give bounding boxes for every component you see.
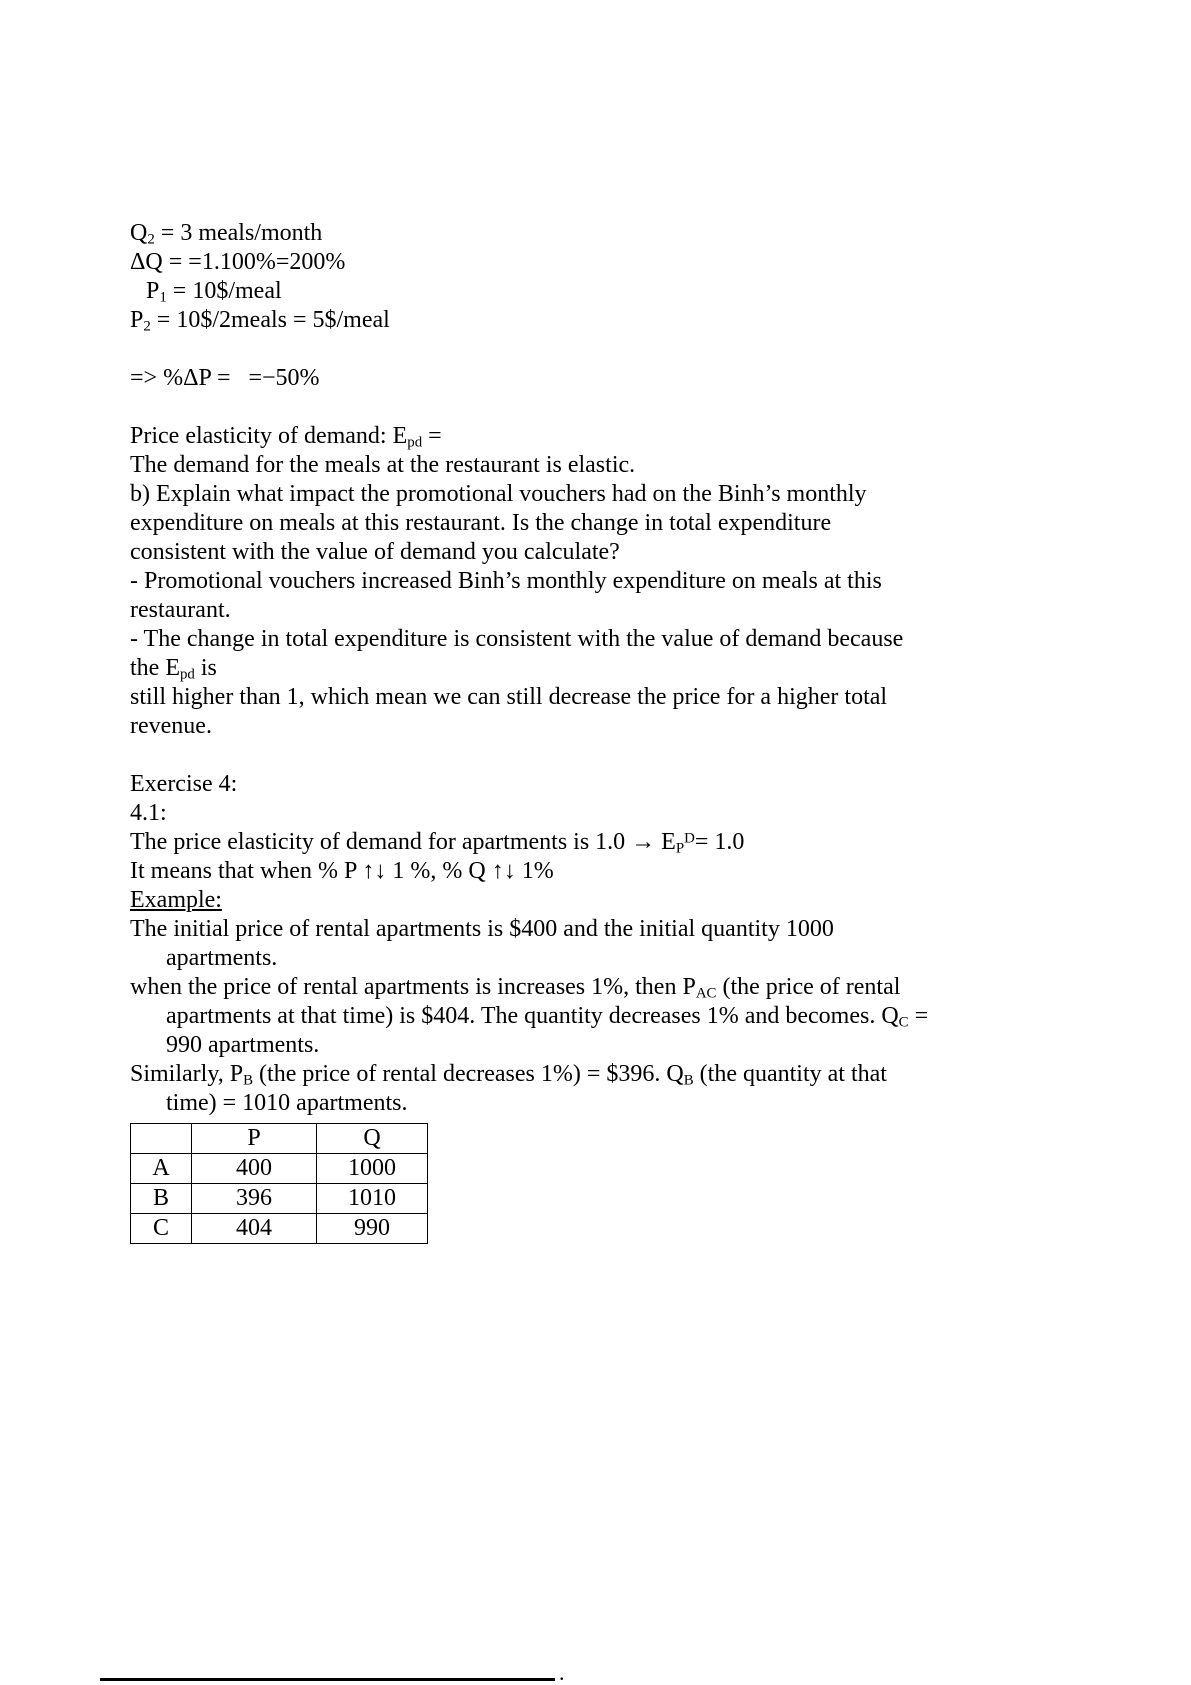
text-segment: = 3 meals/month bbox=[154, 220, 323, 246]
text-segment: is bbox=[194, 655, 217, 681]
text-segment: apartments at that time) is $404. The quantity decreases 1% and becomes. Q bbox=[166, 1003, 899, 1029]
table-cell: 1010 bbox=[317, 1184, 428, 1214]
text-line bbox=[146, 277, 1075, 306]
text-segment: restaurant. bbox=[130, 597, 231, 623]
text-line bbox=[130, 915, 1075, 944]
table-cell: 1000 bbox=[317, 1154, 428, 1184]
text-segment: 990 apartments. bbox=[166, 1032, 320, 1058]
text-line bbox=[130, 306, 1075, 335]
text-segment: still higher than 1, which mean we can still decrease the price for a higher total bbox=[130, 684, 888, 710]
text-segment: time) = 1010 apartments. bbox=[166, 1090, 408, 1116]
text-line bbox=[130, 364, 1075, 393]
text-line bbox=[130, 219, 1075, 248]
text-line bbox=[130, 712, 1075, 741]
text-line bbox=[130, 886, 1075, 915]
text-line bbox=[130, 654, 1075, 683]
text-segment: Similarly, P bbox=[130, 1061, 244, 1087]
text-line bbox=[166, 1031, 1075, 1060]
text-line bbox=[166, 1089, 1075, 1118]
table-cell: 396 bbox=[192, 1184, 317, 1214]
blank-line bbox=[130, 393, 1075, 422]
text-line bbox=[130, 422, 1075, 451]
text-segment: D bbox=[684, 830, 695, 847]
text-segment: = 10$/meal bbox=[166, 278, 282, 304]
text-line bbox=[130, 480, 1075, 509]
text-segment: B bbox=[683, 1072, 694, 1089]
text-line bbox=[130, 596, 1075, 625]
text-line bbox=[130, 538, 1075, 567]
text-segment: the E bbox=[130, 655, 180, 681]
text-segment: (the price of rental decreases 1%) = $396. Q bbox=[253, 1061, 684, 1087]
text-line bbox=[166, 1002, 1075, 1031]
text-segment: when the price of rental apartments is increases 1%, then P bbox=[130, 974, 696, 1000]
text-line bbox=[130, 770, 1075, 799]
table-cell: 404 bbox=[192, 1214, 317, 1244]
table-cell: 400 bbox=[192, 1154, 317, 1184]
text-line bbox=[130, 683, 1075, 712]
text-line bbox=[130, 828, 1075, 857]
table-cell: A bbox=[131, 1154, 192, 1184]
text-line bbox=[130, 567, 1075, 596]
text-segment: = 10$/2meals = 5$/meal bbox=[150, 307, 390, 333]
text-segment: 4.1: bbox=[130, 800, 167, 826]
text-segment: apartments. bbox=[166, 945, 278, 971]
text-segment: P bbox=[130, 307, 144, 333]
table-header-cell bbox=[131, 1124, 192, 1154]
text-segment: AC bbox=[695, 985, 717, 1002]
text-segment: ΔQ = =1.100%=200% bbox=[130, 249, 346, 275]
text-segment: Example: bbox=[130, 887, 222, 913]
text-segment: The initial price of rental apartments is $400 and the initial quantity 1000 bbox=[130, 916, 834, 942]
text-segment: B bbox=[243, 1072, 254, 1089]
text-segment: It means that when % P ↑↓ 1 %, % Q ↑↓ 1% bbox=[130, 858, 554, 884]
text-segment: 2 bbox=[143, 318, 151, 335]
text-segment: = 1.0 bbox=[694, 829, 745, 855]
text-segment: = bbox=[908, 1003, 929, 1029]
text-line bbox=[130, 1060, 1075, 1089]
text-line bbox=[130, 451, 1075, 480]
table-row bbox=[131, 1154, 428, 1184]
document-body bbox=[130, 219, 1075, 1244]
blank-line bbox=[130, 741, 1075, 770]
text-segment: consistent with the value of demand you calculate? bbox=[130, 539, 620, 565]
text-line bbox=[130, 857, 1075, 886]
text-segment: b) Explain what impact the promotional vouchers had on the Binh’s monthly bbox=[130, 481, 867, 507]
table-row bbox=[131, 1214, 428, 1244]
text-segment: pd bbox=[407, 434, 423, 451]
text-line bbox=[130, 248, 1075, 277]
text-segment: 2 bbox=[147, 231, 155, 248]
text-line bbox=[130, 509, 1075, 538]
text-segment: Price elasticity of demand: E bbox=[130, 423, 408, 449]
text-segment: expenditure on meals at this restaurant. Is the change in total expenditure bbox=[130, 510, 832, 536]
text-segment: Q bbox=[130, 220, 148, 246]
text-segment: = bbox=[422, 423, 442, 449]
text-segment: P bbox=[675, 840, 685, 857]
table-cell: C bbox=[131, 1214, 192, 1244]
text-segment: => %ΔP = =−50% bbox=[130, 365, 320, 391]
text-segment: 1 bbox=[159, 289, 167, 306]
bottom-period: . bbox=[559, 1660, 565, 1685]
text-segment: Exercise 4: bbox=[130, 771, 238, 797]
blank-line bbox=[130, 335, 1075, 364]
text-segment: - Promotional vouchers increased Binh’s monthly expenditure on meals at this bbox=[130, 568, 882, 594]
text-segment: The demand for the meals at the restaurant is elastic. bbox=[130, 452, 636, 478]
table-header-cell: P bbox=[192, 1124, 317, 1154]
text-line bbox=[166, 944, 1075, 973]
text-line bbox=[130, 973, 1075, 1002]
text-segment: The price elasticity of demand for apartments is 1.0 → E bbox=[130, 829, 676, 855]
text-line bbox=[130, 799, 1075, 828]
table-cell: 990 bbox=[317, 1214, 428, 1244]
table-cell: B bbox=[131, 1184, 192, 1214]
text-line bbox=[130, 625, 1075, 654]
text-segment: pd bbox=[179, 666, 195, 683]
table-row bbox=[131, 1184, 428, 1214]
text-segment: (the quantity at that bbox=[693, 1061, 887, 1087]
text-segment: revenue. bbox=[130, 713, 212, 739]
text-segment: (the price of rental bbox=[716, 974, 901, 1000]
text-segment: C bbox=[898, 1014, 909, 1031]
table-header-cell: Q bbox=[317, 1124, 428, 1154]
text-segment: P bbox=[146, 278, 160, 304]
bottom-rule bbox=[100, 1678, 555, 1681]
text-segment: - The change in total expenditure is consistent with the value of demand because bbox=[130, 626, 904, 652]
table-header-row bbox=[131, 1124, 428, 1154]
apartments-table bbox=[130, 1123, 428, 1244]
